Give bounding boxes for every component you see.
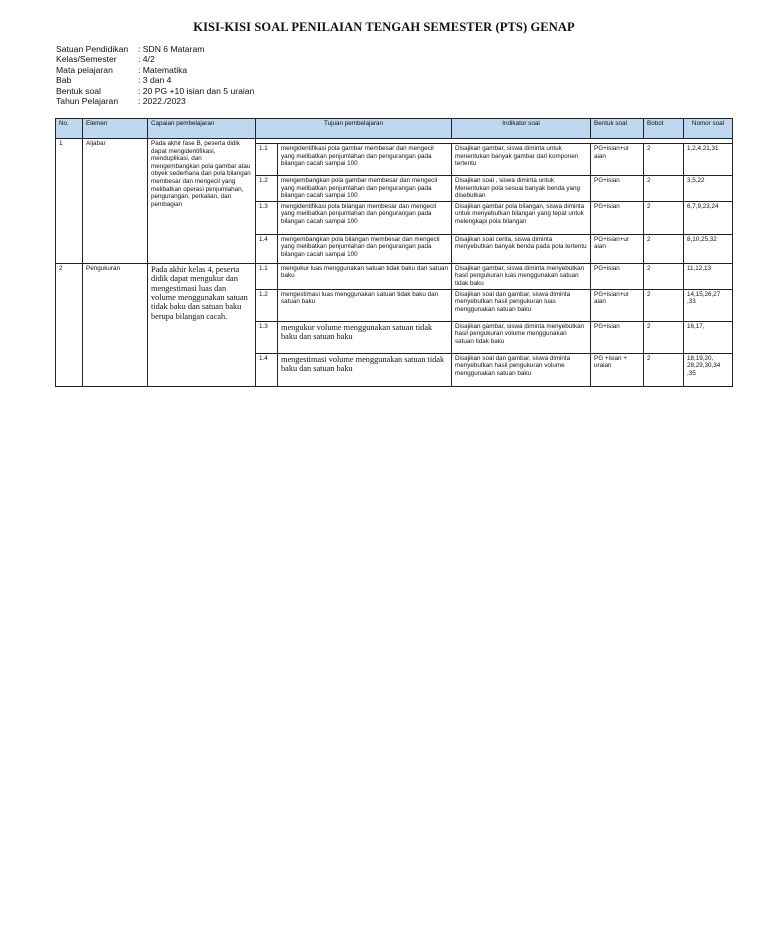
indikator-text: Disajikan soal dan gambar, siswa diminta menyebutkan hasil pengukuran luas menggunakan satuan baku	[452, 289, 591, 321]
info-row	[56, 44, 254, 54]
info-row	[56, 54, 254, 64]
info-value: : 20 PG +10 isian dan 5 uraian	[138, 85, 255, 96]
tujuan-code: 1.4	[256, 353, 278, 386]
nomor-text: 16,17,	[684, 321, 733, 353]
tujuan-text: mengembangkan pola gambar membesar dan mengecil yang melibatkan penjumlahan dan pengurangan pada bilangan cacah sampai 100	[278, 176, 452, 202]
header-no: No.	[56, 119, 83, 139]
info-value: : Matematika	[138, 64, 188, 75]
nomor-text: 14,15,26,27 ,33	[684, 289, 733, 321]
bentuk-text: PG+isian+ur aian	[591, 289, 644, 321]
bentuk-text: PG +isian + uraian	[591, 353, 644, 386]
info-value: : 4/2	[138, 54, 155, 65]
nomor-text: 11,12,13	[684, 263, 733, 289]
info-value: : 3 dan 4	[138, 75, 172, 86]
nomor-text: 1,2,4,21,31	[684, 144, 733, 176]
tujuan-text: mengidentifikasi pola bilangan membesar dan mengecil yang melibatkan penjumlahan dan pengurangan pada bilangan cacah sampai 100	[278, 201, 452, 234]
header-bobot: Bobot	[644, 119, 684, 139]
group-capaian: Pada akhir kelas 4, peserta didik dapat mengukur dan mengestimasi luas dan volume menggunakan satuan tidak baku dan satuan baku berupa bilangan cacah.	[148, 263, 256, 386]
tujuan-text: mengukur luas menggunakan satuan tidak baku dan satuan baku	[278, 263, 452, 289]
indikator-text: Disajikan soal , siswa diminta untuk Menentukan pola sesuai banyak benda yang disebutkan	[452, 176, 591, 202]
header-indikator: Indikator soal	[452, 119, 591, 139]
bentuk-text: PG+isian	[591, 201, 644, 234]
group-capaian: Pada akhir fase B, peserta didik dapat mengidentifikasi, menduplikasi, dan mengembangkan pola gambar atau obyek sederhana dan pola bilangan membesar dan mengecil yang melibatkan operasi penjumlahan, pengurangan, perkalian, dan pembagian	[148, 139, 256, 264]
kisi-kisi-table	[55, 118, 733, 387]
info-label: Bentuk soal	[56, 85, 101, 96]
bobot-text: 2	[644, 234, 684, 263]
group-no: 1	[56, 139, 83, 264]
bentuk-text: PG+isian+ur aian	[591, 234, 644, 263]
header-elemen: Elemen	[83, 119, 148, 139]
bobot-text: 2	[644, 321, 684, 353]
tujuan-text: mengukur volume menggunakan satuan tidak baku dan satuan baku	[278, 321, 452, 353]
bobot-text: 2	[644, 201, 684, 234]
tujuan-text: mengestimasi luas menggunakan satuan tidak baku dan satuan baku	[278, 289, 452, 321]
indikator-text: Disajikan gambar, siswa diminta menyebutkan hasil pengukuran luas menggunakan satuan tidak baku	[452, 263, 591, 289]
bobot-text: 2	[644, 263, 684, 289]
info-row	[56, 96, 254, 106]
nomor-text: 3,5,22	[684, 176, 733, 202]
tujuan-code: 1.2	[256, 289, 278, 321]
info-row	[56, 86, 254, 96]
info-label: Bab	[56, 75, 72, 86]
table-header-row	[56, 119, 733, 139]
bobot-text: 2	[644, 353, 684, 386]
indikator-text: Disajikan gambar pola bilangan, siswa diminta untuk menyebutkan bilangan yang tepat untuk melengkapi pola bilangan	[452, 201, 591, 234]
tujuan-code: 1.4	[256, 234, 278, 263]
indikator-text: Disajikan gambar, siswa diminta untuk menentukan banyak gambar dari komponen tertentu	[452, 144, 591, 176]
header-nomor: Nomor soal	[684, 119, 733, 139]
header-capaian: Capaian pembelajaran	[148, 119, 256, 139]
bobot-text: 2	[644, 289, 684, 321]
group-no: 2	[56, 263, 83, 386]
bentuk-text: PG+isian	[591, 321, 644, 353]
bentuk-text: PG+isian	[591, 176, 644, 202]
info-label: Mata pelajaran	[56, 64, 113, 75]
tujuan-text: mengembangkan pola bilangan membesar dan mengecil yang melibatkan penjumlahan dan pengurangan pada bilangan cacah sampai 100	[278, 234, 452, 263]
info-label: Kelas/Semester	[56, 54, 117, 65]
header-bentuk: Bentuk soal	[591, 119, 644, 139]
tujuan-text: mengestimasi volume menggunakan satuan tidak baku dan satuan baku	[278, 353, 452, 386]
nomor-text: 8,10,25,32	[684, 234, 733, 263]
tujuan-code: 1.3	[256, 201, 278, 234]
bentuk-text: PG+isian	[591, 263, 644, 289]
document-info	[56, 44, 254, 106]
bobot-text: 2	[644, 144, 684, 176]
info-label: Tahun Pelajaran	[56, 96, 119, 107]
table-row	[56, 263, 733, 289]
indikator-text: Disajikan soal dan gambar, siswa diminta menyebutkan hasil pengukuran volume menggunakan satuan baku	[452, 353, 591, 386]
group-elemen: Pengukuran	[83, 263, 148, 386]
info-value: : SDN 6 Mataram	[138, 44, 205, 54]
group-elemen: Aljabar	[83, 139, 148, 264]
info-value: : 2022./2023	[138, 96, 186, 107]
info-row	[56, 65, 254, 75]
info-label: Satuan Pendidikan	[56, 44, 129, 54]
document-title: KISI-KISI SOAL PENILAIAN TENGAH SEMESTER (PTS) GENAP	[193, 20, 575, 34]
tujuan-code: 1.1	[256, 144, 278, 176]
tujuan-code: 1.1	[256, 263, 278, 289]
indikator-text: Disajikan soal cerita, siswa diminta menyebutkan banyak benda pada pola tertentu	[452, 234, 591, 263]
indikator-text: Disajikan gambar, siswa diminta menyebutkan hasil pengukuran volume menggunakan satuan tidak baku	[452, 321, 591, 353]
header-tujuan: Tujuan pembelajaran	[256, 119, 452, 139]
bentuk-text: PG+isian+ur aian	[591, 144, 644, 176]
tujuan-code: 1.2	[256, 176, 278, 202]
nomor-text: 6,7,9,23,24	[684, 201, 733, 234]
tujuan-text: mengidentifikasi pola gambar membesar dan mengecil yang melibatkan penjumlahan dan pengurangan pada bilangan cacah sampai 100	[278, 144, 452, 176]
nomor-text: 18,19,20, 28,29,30,34 ,35	[684, 353, 733, 386]
info-row	[56, 75, 254, 85]
tujuan-code: 1.3	[256, 321, 278, 353]
bobot-text: 2	[644, 176, 684, 202]
